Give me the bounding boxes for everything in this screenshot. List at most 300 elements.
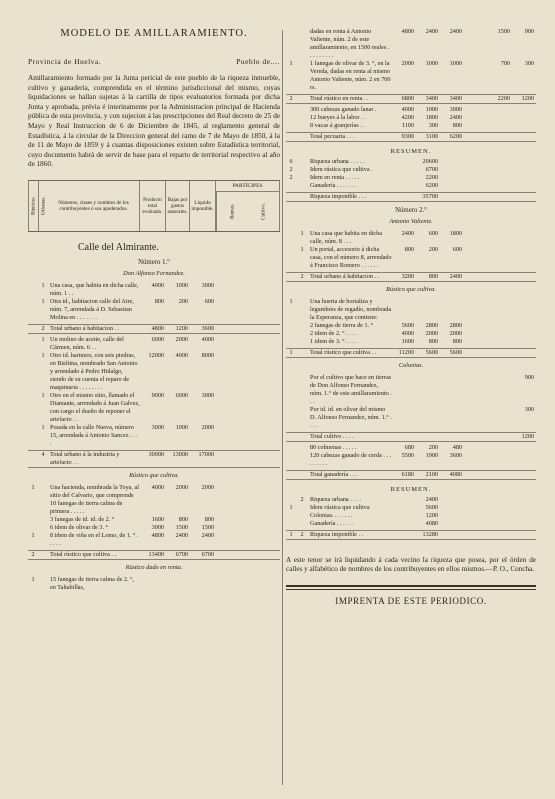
urbanas-count <box>296 193 308 201</box>
urbanas-count <box>296 28 308 60</box>
rusticas-count <box>28 336 38 352</box>
rusticas-count <box>286 520 296 528</box>
resumen-value: 5600 <box>425 504 438 511</box>
liquido-value: 600 <box>452 246 462 253</box>
rusticas-count <box>286 374 296 406</box>
rentas-value: 1500 <box>497 28 510 35</box>
row-description: 2 idem de 2. ° . . . . <box>310 330 357 337</box>
row-description: Una casa que habita en dicha calle, núm. 8 . . . <box>310 230 382 245</box>
table-row <box>28 282 280 298</box>
table-row <box>286 114 536 122</box>
cultivo-value <box>512 444 536 452</box>
cultivo-value: 900 <box>524 374 534 381</box>
liquido-value: 1000 <box>449 60 462 67</box>
bajas-value <box>166 576 190 592</box>
urbanas-count <box>296 520 308 528</box>
owner-name-2: Antonio Valiente. <box>389 218 433 225</box>
producto-value: 4000 <box>151 281 164 289</box>
liquido-value: 4080 <box>449 471 462 478</box>
cultivo-value <box>512 322 536 330</box>
liquido-value: 2400 <box>449 28 462 35</box>
bajas-value: 5600 <box>425 349 438 356</box>
rentas-value <box>464 330 512 338</box>
table-row <box>286 60 536 92</box>
table-row <box>286 298 536 322</box>
urbanas-count <box>296 512 308 520</box>
producto-value: 2000 <box>401 60 414 67</box>
table-row <box>28 352 280 392</box>
producto-value <box>140 576 166 592</box>
header-participes-label: PARTÍCIPES <box>216 181 279 192</box>
resumen-label: Idem rústica que cultiva . <box>310 166 373 173</box>
header-nombres: Números, clases y nombres de los contribuyentes ó sus apoderados. <box>48 181 140 231</box>
resumen-value: 20600 <box>422 158 438 165</box>
resumen-row <box>286 158 536 166</box>
liquido-value: 6700 <box>201 550 214 558</box>
rusticas-count <box>286 433 296 441</box>
spacer <box>392 166 416 174</box>
spacer <box>392 512 416 520</box>
left-table-block-1 <box>28 282 280 468</box>
urbanas-count <box>296 471 308 479</box>
rusticas-count <box>28 524 38 532</box>
urbanas-count: 2 <box>300 531 304 538</box>
table-row <box>28 550 280 560</box>
bajas-value: 1000 <box>425 60 438 67</box>
bajas-value <box>416 433 440 441</box>
cultivo-value <box>512 330 536 338</box>
bajas-value: 200 <box>178 297 188 305</box>
liquido-value: 8000 <box>201 351 214 359</box>
urbanas-count <box>296 406 308 430</box>
bajas-value: 2400 <box>425 28 438 35</box>
resumen-value: 4080 <box>425 520 438 527</box>
table-row <box>286 230 536 246</box>
urbanas-count <box>296 330 308 338</box>
cultivo-value: 300 <box>524 406 534 413</box>
urbanas-count <box>296 182 308 190</box>
resumen-label: Riqueza imponible . . . <box>310 193 367 200</box>
row-description: 3 fanegas de id. id. de 2. ° <box>50 515 115 523</box>
resumen-row <box>286 530 536 540</box>
bajas-value: 2800 <box>425 322 438 329</box>
row-description: Total urbano á habitacion . . <box>310 273 380 280</box>
urbanas-count: 1 <box>41 335 45 343</box>
urbanas-count: 1 <box>41 351 45 359</box>
producto-value: 4200 <box>401 114 414 121</box>
rusticas-count <box>28 282 38 298</box>
rusticas-count <box>286 114 296 122</box>
bajas-value: 200 <box>428 246 438 253</box>
rusticas-count: 1 <box>289 349 293 356</box>
producto-value: 5500 <box>401 452 414 459</box>
bajas-value: 2000 <box>175 483 188 491</box>
left-column <box>28 28 280 592</box>
rusticas-count <box>286 246 296 270</box>
table-row <box>286 432 536 442</box>
resumen-row <box>286 520 536 528</box>
bajas-value: 1000 <box>175 423 188 431</box>
rusticas-count <box>28 451 38 467</box>
table-row <box>286 94 536 104</box>
producto-value: 3200 <box>401 273 414 280</box>
rentas-value <box>464 452 512 468</box>
producto-value: 2400 <box>401 230 414 237</box>
bajas-value: 1800 <box>425 114 438 121</box>
producto-value: 1600 <box>151 515 164 523</box>
bajas-value: 2000 <box>175 335 188 343</box>
left-table-block-3 <box>28 576 280 592</box>
producto-value: 4000 <box>151 483 164 491</box>
row-description: 300 cabezas ganado lanar . <box>310 106 377 113</box>
resumen-value: 1200 <box>425 512 438 519</box>
producto-value: 9000 <box>151 391 164 399</box>
bajas-value: 6700 <box>175 550 188 558</box>
row-description: 1 fanegas de olivar de 3. °, en la Vereda, dadas en renta al mismo Antonio Valiente, núm. 2 en 700 rs. <box>310 60 391 91</box>
bajas-value: 3400 <box>425 95 438 102</box>
row-description: Posada en la calle Nueva, número 15, arrendada á Antonio Sancez . . . . <box>50 423 138 447</box>
section-rustico-renta: Rústico dado en renta. <box>125 563 183 571</box>
resumen-label: Riqueza urbana . . . . . <box>310 158 365 165</box>
urbanas-count <box>296 338 308 346</box>
document-title: MODELO DE AMILLARAMIENTO. <box>60 28 248 39</box>
left-table-block-2 <box>28 484 280 560</box>
rusticas-count: 2 <box>289 166 293 173</box>
producto-value: 800 <box>154 297 164 305</box>
bajas-value: 3100 <box>425 133 438 140</box>
printer-imprint: IMPRENTA DE ESTE PERIODICO. <box>335 595 487 606</box>
rusticas-count: 1 <box>31 531 35 539</box>
cultivo-value: 1200 <box>521 95 534 102</box>
rentas-value <box>464 114 512 122</box>
cultivo-value <box>512 230 536 246</box>
rentas-value <box>464 374 512 406</box>
resumen-value: 35700 <box>422 193 438 200</box>
spacer <box>392 531 416 539</box>
urbanas-count <box>296 452 308 468</box>
table-row <box>286 132 536 142</box>
header-urbanas: Urbanas. <box>38 181 48 231</box>
liquido-value: 1500 <box>201 523 214 531</box>
row-description: 8 vacas á granjerías . . <box>310 122 365 129</box>
resumen-row <box>286 504 536 512</box>
rusticas-count <box>28 298 38 322</box>
liquido-value: 4000 <box>201 335 214 343</box>
row-description: Por id. id. en olivar del mismo D. Alfonso Fernandez, núm. 1.° . . . . <box>310 406 392 429</box>
liquido-value: 2000 <box>201 483 214 491</box>
resumen-value: 2400 <box>425 496 438 503</box>
bajas-value: 13000 <box>172 450 188 458</box>
header-participes <box>216 181 280 231</box>
table-row <box>28 524 280 532</box>
row-description: 8 idem de viña en el Lomo, de 1. ° . . . . . <box>50 531 139 547</box>
liquido-value: 3400 <box>449 95 462 102</box>
row-description: Total urbano á la industria y artefacto . . <box>50 450 120 466</box>
rusticas-count: 2 <box>289 95 293 102</box>
spacer <box>392 158 416 166</box>
closing-paragraph: A este tenor se irá liquidando á cada vecino la riqueza que posea, por el órden de calles y alfabético de nombres de los contribuyentes en ellos mismos.—P. O., Concha. <box>286 556 536 574</box>
rentas-value <box>464 471 512 479</box>
rusticas-count <box>28 325 38 333</box>
producto-value <box>392 374 416 406</box>
liquido-value: 2000 <box>201 423 214 431</box>
cultivo-value <box>512 133 536 141</box>
producto-value: 6180 <box>401 471 414 478</box>
producto-value: 13400 <box>148 550 164 558</box>
bajas-value: 6000 <box>175 391 188 399</box>
bajas-value: 1200 <box>175 324 188 332</box>
bajas-value <box>416 406 440 430</box>
bajas-value: 300 <box>428 122 438 129</box>
row-description: Total rústico que cultiva . . <box>310 349 377 356</box>
header-cultivo: Cultivo. <box>260 203 267 220</box>
urbanas-count <box>38 484 48 516</box>
spacer <box>392 193 416 201</box>
producto-value: 4800 <box>151 531 164 539</box>
urbanas-count: 1 <box>41 297 45 305</box>
row-description: Otro id. harinero, con seis piedras, en Bieltina, nombrado San Antonio y arrendado á Pedro Hidalgo, siendo de su cuenta el reparo de maquinaria . . . . . . . . <box>50 351 138 391</box>
producto-value: 3000 <box>151 523 164 531</box>
liquido-value <box>440 406 464 430</box>
row-description: 80 colmenas . . . . . <box>310 444 357 451</box>
resumen-label: Riqueza imponible . . <box>310 531 364 538</box>
urbanas-count <box>296 114 308 122</box>
rentas-value <box>464 322 512 330</box>
province-label: Provincia de Huelva. <box>28 57 102 66</box>
row-description: 12 bueyes á la labor . . <box>310 114 366 121</box>
header-rentas: Rentas. <box>216 192 248 231</box>
cultivo-value <box>512 298 536 322</box>
row-description: Una huerta de hortaliza y legumbres de regadío, nombrada la Esperanza, que contiene: <box>310 298 392 321</box>
urbanas-count <box>296 166 308 174</box>
cultivo-value <box>512 471 536 479</box>
table-row <box>28 516 280 524</box>
owner-name-1: Don Alfonso Fernandez. <box>123 269 185 277</box>
rusticas-count <box>286 338 296 346</box>
row-description: Un molino de aceite, calle del Cármen, núm. 6 . . <box>50 335 124 351</box>
table-row <box>286 272 536 282</box>
row-description: Otro en el mismo sitio, llamado el Diamante, arrendado á Juan Galvez, con cargo el dueño de reponer el artefacto . . <box>50 391 140 423</box>
rentas-value <box>464 444 512 452</box>
resumen-value: 2200 <box>425 174 438 181</box>
urbanas-count: 2 <box>300 496 304 503</box>
rusticas-count <box>286 193 296 201</box>
spacer <box>392 504 416 512</box>
producto-value: 4800 <box>151 324 164 332</box>
header-rusticas: Rústicas. <box>28 181 38 231</box>
row-description: Total rústico en renta . . <box>310 95 369 102</box>
rusticas-count <box>28 516 38 524</box>
rusticas-count <box>286 122 296 130</box>
table-header <box>28 180 280 232</box>
bajas-value: 800 <box>428 273 438 280</box>
liquido-value: 3000 <box>201 391 214 399</box>
cultivo-value <box>512 338 536 346</box>
row-description: Total pecuaria . . . <box>310 133 355 140</box>
bajas-value: 1900 <box>425 452 438 459</box>
row-description: Total rústico que cultiva . . <box>50 550 117 558</box>
cultivo-value: 300 <box>524 60 534 67</box>
rentas-value <box>464 106 512 114</box>
street-heading: Calle del Almirante. <box>78 241 159 253</box>
spacer <box>392 520 416 528</box>
liquido-value: 3600 <box>449 452 462 459</box>
row-description: Otra id., habitacion calle del Aire, núm. 7, arrendada á D. Sebastian Molina en . . . . . . . <box>50 297 134 321</box>
bajas-value: 800 <box>178 515 188 523</box>
row-description: Una hacienda, nombrada la Toya, al sitio del Calvario, que comprende 10 fanegas de tierra calma de primera . . . . . <box>50 483 139 515</box>
resumen-heading-1: RESUMEN. <box>390 148 432 155</box>
bajas-value: 2000 <box>425 330 438 337</box>
rusticas-count: 1 <box>289 531 293 538</box>
bajas-value: 200 <box>428 444 438 451</box>
row-description: dadas en renta á Antonio Valiente, núm. 2 de este amillaramiento, en 1500 reales . . . . . . . . . <box>310 28 390 59</box>
resumen-row <box>286 174 536 182</box>
table-row <box>286 444 536 452</box>
urbanas-count <box>296 374 308 406</box>
rusticas-count <box>28 392 38 424</box>
rentas-value <box>464 230 512 246</box>
rentas-value <box>464 338 512 346</box>
table-row <box>28 424 280 448</box>
liquido-value: 480 <box>452 444 462 451</box>
spacer <box>392 174 416 182</box>
urbanas-count <box>296 444 308 452</box>
bajas-value: 1000 <box>175 281 188 289</box>
liquido-value: 2400 <box>449 114 462 121</box>
table-row <box>286 470 536 480</box>
producto-value: 5600 <box>401 322 414 329</box>
resumen-label: Idem rústica que cultiva <box>310 504 370 511</box>
row-description: 6 idem de olivar de 3. ° <box>50 523 108 531</box>
urbanas-count <box>296 133 308 141</box>
rusticas-count <box>286 106 296 114</box>
spacer <box>392 182 416 190</box>
liquido-value <box>440 298 464 322</box>
liquido-value: 6200 <box>449 133 462 140</box>
cultivo-value: 1200 <box>521 433 534 440</box>
bajas-value: 2100 <box>425 471 438 478</box>
liquido-value: 5600 <box>449 349 462 356</box>
rusticas-count: 1 <box>31 575 35 583</box>
resumen-row <box>286 192 536 202</box>
cultivo-value <box>512 122 536 130</box>
resumen-row <box>286 182 536 190</box>
footer-rule <box>286 585 536 587</box>
bajas-value: 4000 <box>175 351 188 359</box>
rusticas-count: 2 <box>289 174 293 181</box>
bajas-value: 1500 <box>175 523 188 531</box>
cultivo-value <box>512 349 536 357</box>
cultivo-value <box>512 106 536 114</box>
urbanas-count <box>296 122 308 130</box>
rentas-value: 2200 <box>497 95 510 102</box>
urbanas-count: 1 <box>41 281 45 289</box>
table-row <box>286 452 536 468</box>
liquido-value: 2000 <box>449 330 462 337</box>
cultivo-value <box>512 273 536 281</box>
table-row <box>28 450 280 468</box>
rentas-value <box>464 246 512 270</box>
rusticas-count <box>286 273 296 281</box>
row-description: Total cultivo . . . . <box>310 433 354 440</box>
rusticas-count: 1 <box>31 483 35 491</box>
rusticas-count <box>286 28 296 60</box>
resumen-row <box>286 512 536 520</box>
table-row <box>286 330 536 338</box>
right-column <box>286 28 536 606</box>
number-heading-2: Número 2.° <box>395 207 427 214</box>
resumen-label: Idem en renta . . . . . <box>310 174 360 181</box>
urbanas-count <box>38 532 48 548</box>
rusticas-count: 1 <box>289 60 293 67</box>
liquido-value: 800 <box>204 515 214 523</box>
urbanas-count: 4 <box>41 450 45 458</box>
table-row <box>286 122 536 130</box>
urbanas-count <box>296 298 308 322</box>
urbanas-count: 1 <box>300 246 304 253</box>
right-table-block-1 <box>286 28 536 142</box>
urbanas-count <box>296 174 308 182</box>
liquido-value: 3000 <box>449 106 462 113</box>
liquido-value: 2400 <box>201 531 214 539</box>
producto-value: 1100 <box>401 122 414 129</box>
liquido-value: 3000 <box>201 281 214 289</box>
producto-value: 4800 <box>401 28 414 35</box>
table-row <box>28 336 280 352</box>
producto-value: 6800 <box>401 95 414 102</box>
rentas-value <box>464 433 512 441</box>
urbanas-count <box>38 551 48 559</box>
rusticas-count <box>286 496 296 504</box>
resumen-value: 6200 <box>425 182 438 189</box>
urbanas-count <box>296 433 308 441</box>
section-colonias: Colonias. <box>398 362 424 369</box>
rusticas-count <box>286 512 296 520</box>
urbanas-count: 1 <box>41 423 45 431</box>
number-heading-1: Número 1.° <box>138 258 170 266</box>
liquido-value <box>440 374 464 406</box>
cultivo-value <box>512 246 536 270</box>
producto-value <box>392 406 416 430</box>
section-rustico-cultiva-2: Rústico que cultiva. <box>386 286 436 293</box>
producto-value: 6000 <box>151 335 164 343</box>
urbanas-count <box>296 322 308 330</box>
liquido-value: 2400 <box>449 273 462 280</box>
liquido-value: 2800 <box>449 322 462 329</box>
producto-value: 3000 <box>151 423 164 431</box>
spacer <box>392 496 416 504</box>
urbanas-count <box>296 504 308 512</box>
rusticas-count <box>286 133 296 141</box>
rusticas-count <box>286 406 296 430</box>
producto-value: 1600 <box>401 338 414 345</box>
bajas-value: 800 <box>428 338 438 345</box>
right-table-block-4 <box>286 374 536 480</box>
resumen-label: Ganadería . . . . . . <box>310 520 354 527</box>
row-description: Por el cultivo que hace en tierras de Don Alfonso Fernandez, núm. 1.° de este amillaramiento . . . <box>310 374 392 405</box>
row-description: Total urbano á habitacion . . <box>50 324 120 332</box>
producto-value: 12000 <box>148 351 164 359</box>
urbanas-count <box>296 106 308 114</box>
right-table-block-3 <box>286 298 536 358</box>
bajas-value <box>416 298 440 322</box>
rusticas-count <box>286 452 296 468</box>
header-producto: Producto total evaluado. <box>140 181 166 231</box>
intro-paragraph: Amillaramiento formado por la Junta pericial de este pueblo de la riqueza inmueble, cultivo y ganadería, comprendida en el término jurisdiccional del mismo, cuyas liquidaciones se hallan sujetas á la cartilla de tipos evaluatorios formada por dicha Junta y aprobada, prévia é interinamente por la Administracion principal de Hacienda pública de esta provincia, y con sujecion á las prescripciones del Real decreto de 25 de Mayo y Real Instruccion de 6 de Diciembre de 1845, al reglamento general de Estadística, á la circular de la Direccion general del ramo de 7 de Mayo de 1850, á la de 11 de Mayo de 1859 y á cuantas disposiciones existen sobre Estadística territorial, cuyo documento habrá de servir de base para el reparto de territorial respectivo al año de 1860. <box>28 74 280 169</box>
table-row <box>286 348 536 358</box>
rentas-value: 700 <box>500 60 510 67</box>
producto-value: 11200 <box>398 349 414 356</box>
